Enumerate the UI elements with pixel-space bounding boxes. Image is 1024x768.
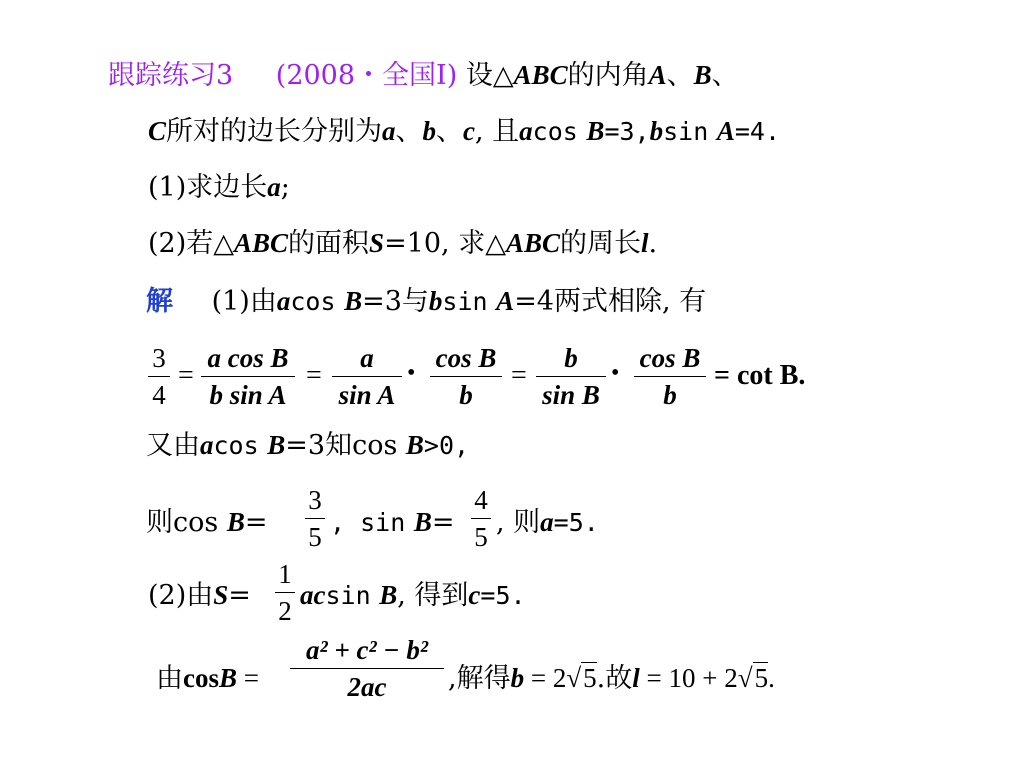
solution-text: ,解得 xyxy=(448,663,511,694)
exercise-tag: 跟踪练习3 xyxy=(108,60,234,91)
fraction-cosb-b xyxy=(632,340,708,413)
func-cos: cos xyxy=(183,663,219,693)
solution-text: =3知cos xyxy=(285,430,398,461)
solution-text: = 10 + 2 xyxy=(646,663,738,693)
fraction-denominator: 4 xyxy=(152,380,166,410)
equals-sign: = xyxy=(243,663,259,693)
var-a-upper: A xyxy=(716,116,735,146)
solution-text: , 得到 xyxy=(397,580,469,611)
solution-text: 由 xyxy=(156,663,183,694)
solution-text: (2)由 xyxy=(148,580,214,611)
fraction-numerator: 1 xyxy=(278,559,292,589)
question-text: 、 xyxy=(395,116,423,147)
var-b-upper: B xyxy=(405,430,424,460)
exercise-source: (2008・全国Ⅰ) xyxy=(275,60,458,91)
var-b-upper: B xyxy=(586,116,605,146)
fraction-numerator: a xyxy=(360,343,374,373)
solution-text: =3与 xyxy=(362,286,429,317)
func-sin: sin xyxy=(663,117,709,146)
fraction-denominator: 2 xyxy=(278,596,292,626)
fraction-numerator: cos B xyxy=(639,343,701,373)
solution-label: 解 xyxy=(146,286,173,317)
sqrt-radicand: 5 xyxy=(754,663,769,693)
solution-line-2 xyxy=(146,428,469,463)
fraction-numerator: 3 xyxy=(308,485,322,515)
solution-text: .故 xyxy=(596,663,633,694)
var-b: b xyxy=(422,116,437,146)
var-b-upper: B xyxy=(267,430,286,460)
fraction-denominator: sin B xyxy=(542,380,600,410)
var-abc: ABC xyxy=(506,228,561,258)
var-b-upper: B xyxy=(219,663,238,693)
question-text: 的内角 xyxy=(567,60,649,91)
var-l: l xyxy=(632,663,640,693)
question-text: (1)求边长 xyxy=(148,172,268,203)
fraction-denominator: 5 xyxy=(474,522,488,552)
var-a: a xyxy=(267,172,281,202)
fraction-denominator: 2ac xyxy=(347,672,387,702)
solution-text: 则cos xyxy=(146,507,219,538)
equals-sign: = xyxy=(228,580,251,611)
var-b-upper: B xyxy=(344,286,363,316)
func-cos: cos xyxy=(213,431,259,460)
var-a: a xyxy=(200,430,214,460)
func-sin: sin xyxy=(325,581,371,610)
question-text: ; xyxy=(280,172,290,203)
fraction-cosb-b xyxy=(428,340,504,413)
equals-sign: = xyxy=(511,360,527,391)
fraction-numerator: 3 xyxy=(152,343,166,373)
question-text: 设△ xyxy=(465,60,514,91)
solution-text: =4两式相除, 有 xyxy=(514,286,707,317)
fraction-denominator: b xyxy=(663,380,677,410)
equals-sign: = xyxy=(306,360,322,391)
fraction-1-2 xyxy=(272,556,298,629)
fraction-a-sina xyxy=(330,340,404,413)
question-text: 、 xyxy=(711,60,739,91)
var-c: c xyxy=(468,580,481,610)
multiply-dot: • xyxy=(611,360,620,386)
question-text: 、 xyxy=(436,116,464,147)
func-cos: cos xyxy=(532,117,578,146)
equals-sign: = xyxy=(244,507,268,538)
fraction-3-5 xyxy=(302,482,328,555)
fraction-numerator: cos B xyxy=(435,343,497,373)
fraction-cosine-law xyxy=(288,632,446,705)
multiply-dot: • xyxy=(407,360,416,386)
question-text: . xyxy=(648,228,658,259)
fraction-denominator: sin A xyxy=(338,380,396,410)
fraction-b-sinb xyxy=(534,340,608,413)
fraction-denominator: 5 xyxy=(308,522,322,552)
func-cos: cos xyxy=(290,287,336,316)
fraction-denominator: b sin A xyxy=(209,380,287,410)
fraction-4-5 xyxy=(468,482,494,555)
fraction-numerator: a cos B xyxy=(207,343,289,373)
var-ac: ac xyxy=(300,580,326,610)
var-a: a xyxy=(382,116,396,146)
var-abc: ABC xyxy=(513,60,568,90)
var-b: b xyxy=(649,116,664,146)
question-text: =4. xyxy=(734,117,781,146)
equals-sign: = xyxy=(431,507,455,538)
question-text: 所对的边长分别为 xyxy=(166,116,383,147)
var-a: a xyxy=(276,286,291,316)
solution-text: . xyxy=(768,663,775,693)
var-s: S xyxy=(213,580,229,610)
question-text: 的面积 xyxy=(288,228,370,259)
fraction-numerator: b xyxy=(564,343,578,373)
solution-text: (1)由 xyxy=(211,286,277,317)
var-a: a xyxy=(540,507,554,537)
fraction-numerator: a² + c² − b² xyxy=(305,635,428,665)
var-c: c xyxy=(463,116,475,146)
solution-text: =5. xyxy=(553,508,599,537)
cot-b-result: = cot B. xyxy=(714,360,806,391)
var-abc: ABC xyxy=(234,228,289,258)
question-text: 、 xyxy=(666,60,694,91)
var-c-upper: C xyxy=(148,116,167,146)
question-text: 的周长 xyxy=(560,228,642,259)
var-l: l xyxy=(641,228,649,258)
solution-text: 又由 xyxy=(146,430,200,461)
func-sin: sin xyxy=(442,287,488,316)
var-a-upper: A xyxy=(496,286,515,316)
sqrt-radicand: 5 xyxy=(583,663,597,693)
solution-text: = 2 xyxy=(530,663,567,693)
var-b: b xyxy=(428,286,443,316)
var-b-upper: B xyxy=(226,507,245,537)
question-text: =10, 求△ xyxy=(384,228,506,259)
fraction-denominator: b xyxy=(459,380,473,410)
solution-text: , 则 xyxy=(496,507,541,538)
var-a: a xyxy=(519,116,533,146)
var-b: b xyxy=(510,663,525,693)
var-b-upper: B xyxy=(693,60,712,90)
fraction-3-4 xyxy=(146,340,172,413)
fraction-acosb-bsina xyxy=(200,340,296,413)
solution-text: >0, xyxy=(423,431,470,460)
var-b-upper: B xyxy=(413,507,432,537)
var-b-upper: B xyxy=(379,580,398,610)
func-sin: , sin xyxy=(330,508,406,537)
question-text: , 且 xyxy=(475,116,520,147)
question-text: (2)若△ xyxy=(148,228,235,259)
solution-text: =5. xyxy=(480,581,526,610)
var-s: S xyxy=(369,228,385,258)
equals-sign: = xyxy=(178,360,194,391)
question-text: =3, xyxy=(604,117,650,146)
fraction-numerator: 4 xyxy=(474,485,488,515)
var-a-upper: A xyxy=(648,60,667,90)
